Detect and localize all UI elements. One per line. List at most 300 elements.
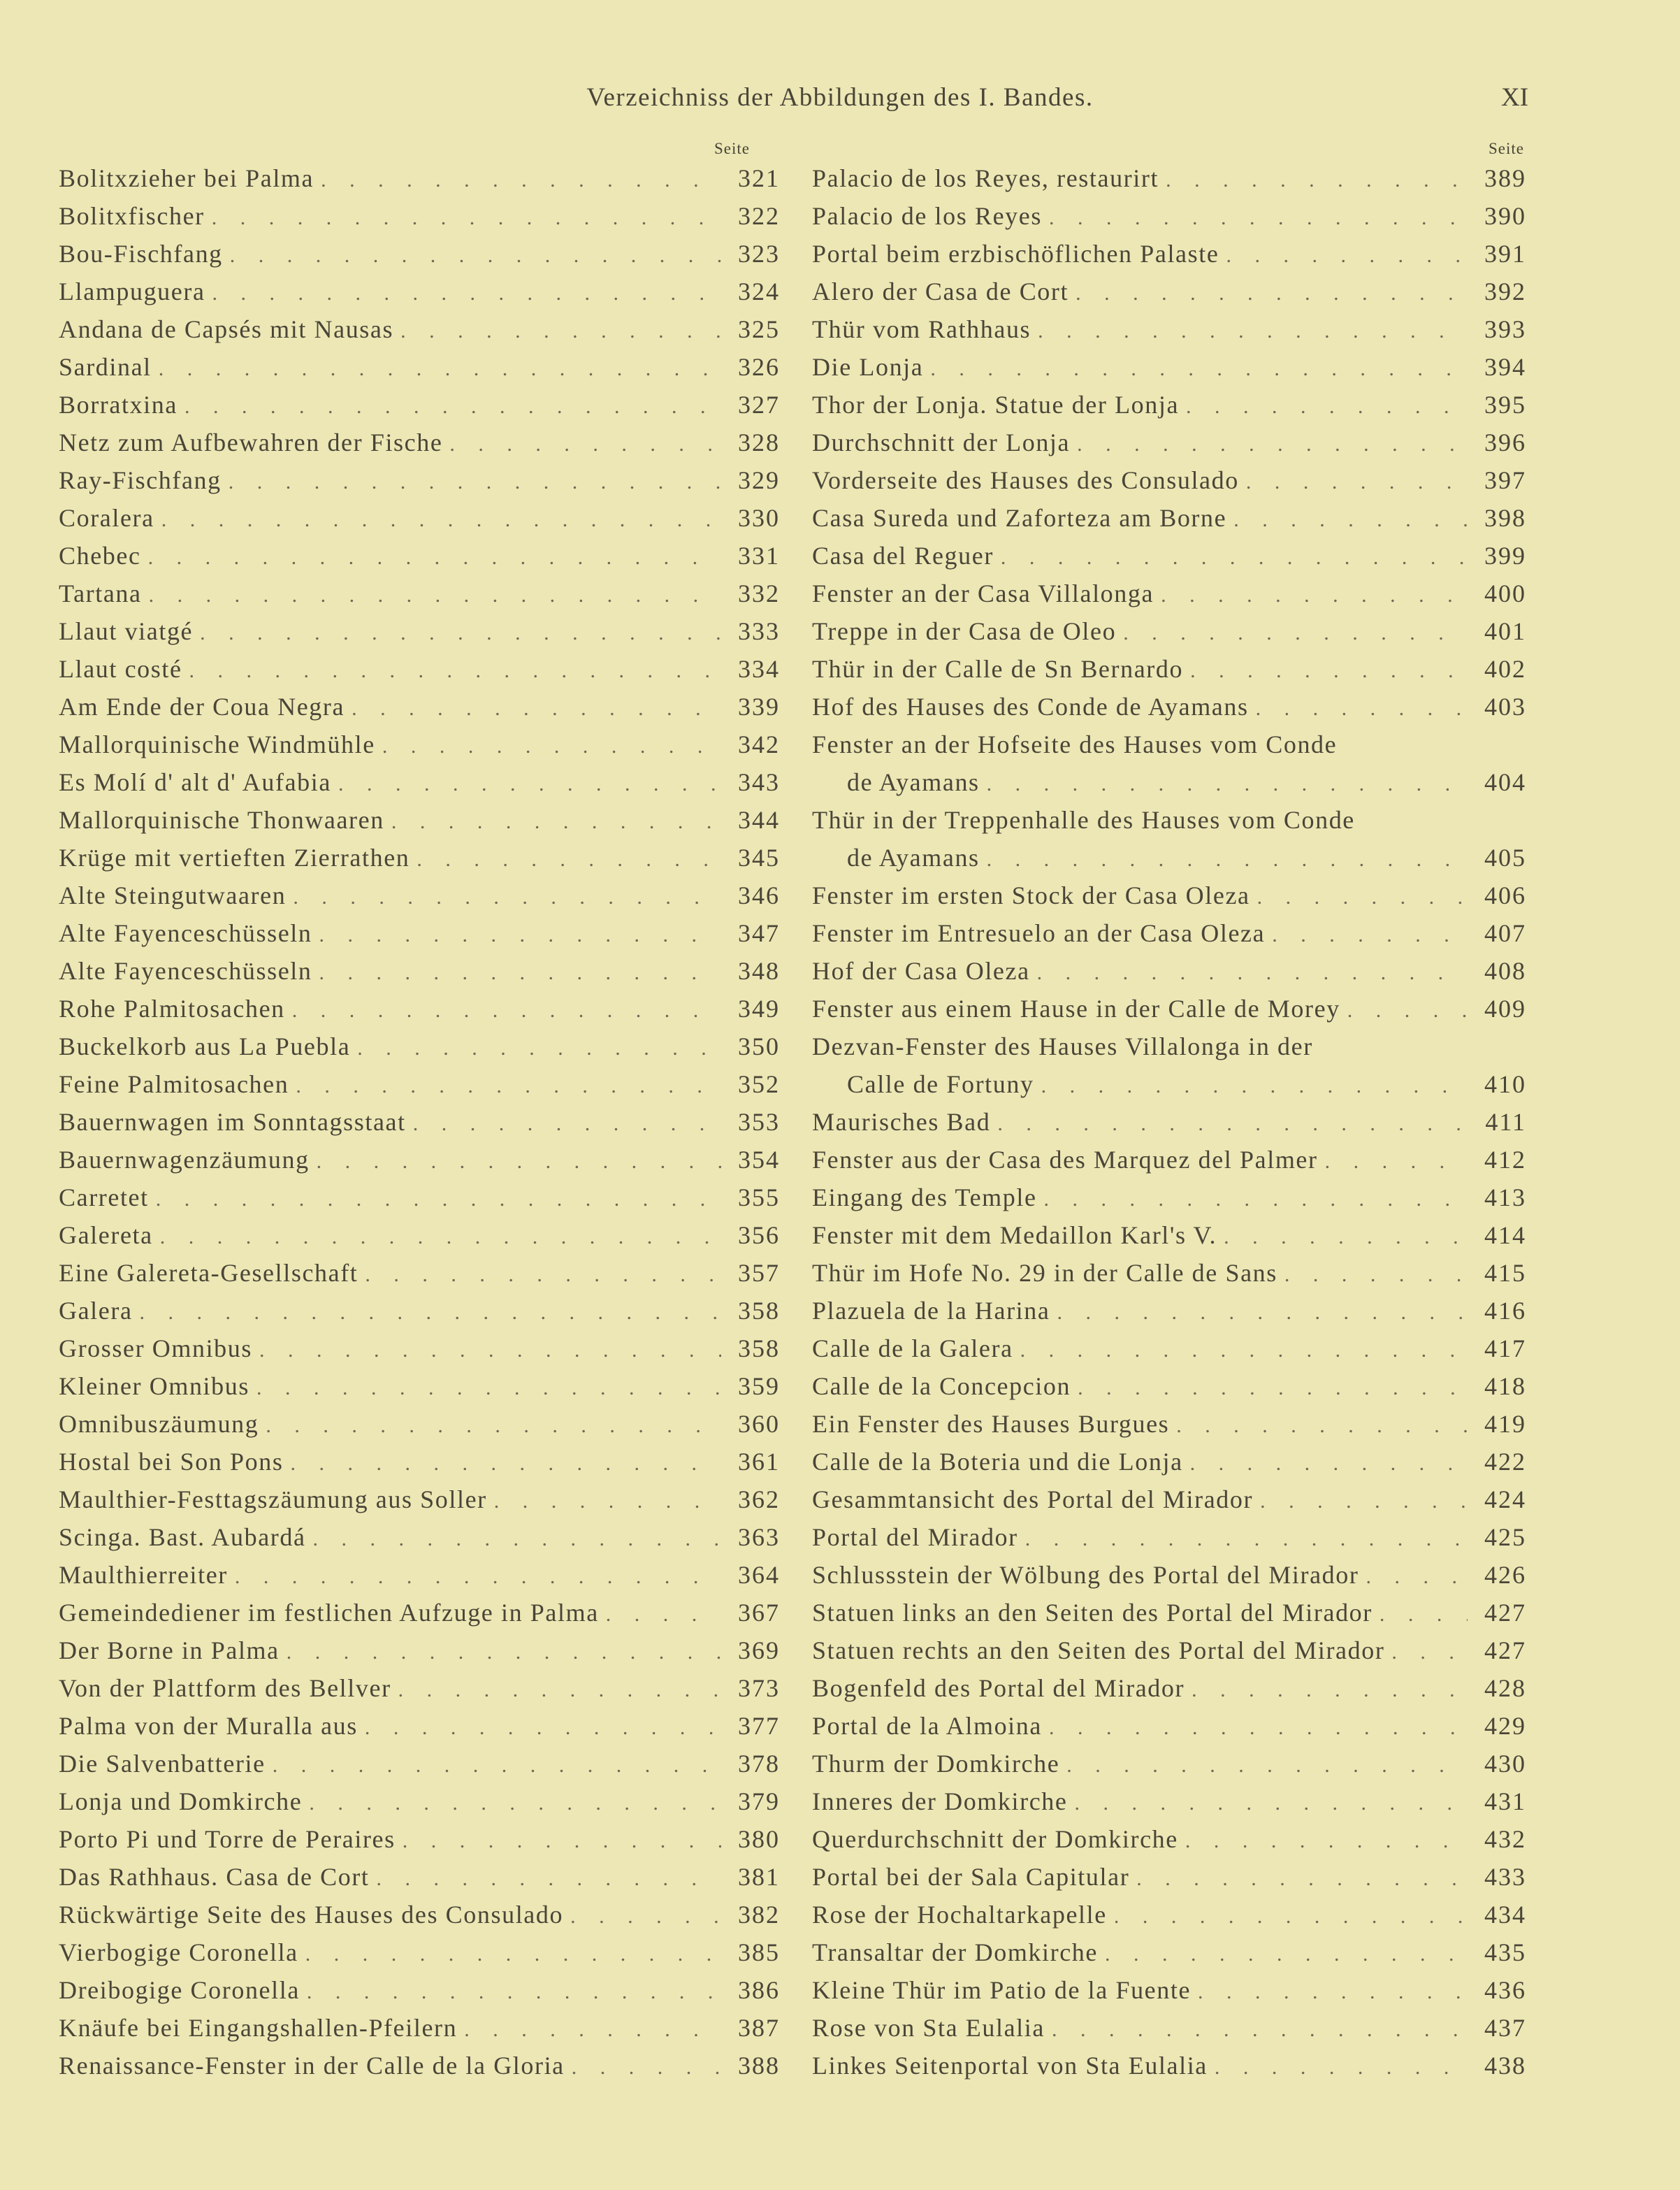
entry-page-number: 328 <box>738 428 780 456</box>
entry-page-number: 419 <box>1484 1410 1526 1438</box>
dot-leader <box>1176 1407 1468 1445</box>
index-entry <box>812 1179 1526 1216</box>
entry-page-number: 396 <box>1484 428 1526 456</box>
index-entry <box>59 990 780 1028</box>
dot-leader <box>256 1369 721 1407</box>
entry-page-number: 434 <box>1484 1901 1526 1929</box>
index-entry <box>59 197 780 235</box>
entry-title: Vierbogige Coronella <box>59 1938 298 1966</box>
entry-title: Galera <box>59 1297 133 1325</box>
index-entry <box>59 1103 780 1141</box>
entry-page-number: 364 <box>738 1561 780 1589</box>
entry-page-number: 435 <box>1484 1938 1526 1966</box>
dot-leader <box>229 463 721 501</box>
entry-page-number: 361 <box>738 1448 780 1476</box>
index-entry <box>812 499 1526 537</box>
index-entry <box>59 537 780 575</box>
dot-leader <box>148 539 721 577</box>
entry-title: Portal de la Almoina <box>812 1712 1042 1740</box>
page-number: XI <box>1501 83 1529 112</box>
entry-title: Rose der Hochaltarkapelle <box>812 1901 1107 1929</box>
entry-page-number: 425 <box>1484 1523 1526 1551</box>
dot-leader <box>1049 199 1468 237</box>
index-entry <box>59 310 780 348</box>
entry-title: Portal del Mirador <box>812 1523 1018 1551</box>
index-entry <box>59 1669 780 1707</box>
entry-title: Thurm der Domkirche <box>812 1750 1060 1778</box>
index-entry <box>812 1707 1526 1745</box>
dot-leader <box>382 728 721 765</box>
entry-title: Scinga. Bast. Aubardá <box>59 1523 306 1551</box>
entry-page-number: 334 <box>738 655 780 683</box>
dot-leader <box>403 1822 721 1860</box>
index-entry <box>812 461 1526 499</box>
entry-title: Rose von Sta Eulalia <box>812 2014 1045 2042</box>
index-entry <box>59 273 780 310</box>
dot-leader <box>313 1520 721 1558</box>
entry-page-number: 426 <box>1484 1561 1526 1589</box>
index-entry <box>812 1933 1526 1971</box>
dot-leader <box>1256 690 1468 728</box>
dot-leader <box>1198 1973 1468 2011</box>
entry-page-number: 428 <box>1484 1674 1526 1702</box>
entry-title: Dezvan-Fenster des Hauses Villalonga in der <box>812 1032 1313 1060</box>
entry-title: Llaut viatgé <box>59 617 194 645</box>
index-entry <box>812 235 1526 273</box>
index-entry <box>59 461 780 499</box>
entry-page-number: 395 <box>1484 391 1526 419</box>
entry-page-number: 381 <box>738 1863 780 1891</box>
dot-leader <box>235 1558 721 1596</box>
entry-page-number: 410 <box>1484 1070 1526 1098</box>
dot-leader <box>1366 1558 1468 1596</box>
entry-page-number: 433 <box>1484 1863 1526 1891</box>
dot-leader <box>1077 426 1468 463</box>
index-entry <box>812 1896 1526 1933</box>
index-entry <box>812 1405 1526 1443</box>
entry-title: Am Ende der Coua Negra <box>59 693 345 721</box>
index-entry <box>812 273 1526 310</box>
dot-leader <box>338 765 721 803</box>
dot-leader <box>1074 1785 1468 1822</box>
entry-title: Sardinal <box>59 353 152 381</box>
entry-title: Eingang des Temple <box>812 1183 1037 1211</box>
entry-title: Ein Fenster des Hauses Burgues <box>812 1410 1170 1438</box>
entry-page-number: 427 <box>1484 1636 1526 1664</box>
entry-page-number: 344 <box>738 806 780 834</box>
dot-leader <box>1123 614 1468 652</box>
entry-title: Calle de Fortuny <box>847 1070 1034 1098</box>
dot-leader <box>417 841 721 879</box>
index-entry <box>812 1141 1526 1179</box>
dot-leader <box>398 1671 721 1709</box>
entry-page-number: 429 <box>1484 1712 1526 1740</box>
entry-page-number: 360 <box>738 1410 780 1438</box>
index-entry <box>59 877 780 914</box>
dot-leader <box>449 426 721 463</box>
right-index-column <box>812 159 1526 2084</box>
entry-page-number: 357 <box>738 1259 780 1287</box>
index-entry <box>812 1028 1526 1065</box>
index-entry <box>812 386 1526 424</box>
entry-title: Fenster aus der Casa des Marquez del Palmer <box>812 1146 1318 1174</box>
entry-page-number: 415 <box>1484 1259 1526 1287</box>
dot-leader <box>987 765 1468 803</box>
index-entry <box>812 197 1526 235</box>
dot-leader <box>317 1143 721 1181</box>
dot-leader <box>1020 1332 1468 1369</box>
entry-page-number: 358 <box>738 1297 780 1325</box>
index-entry <box>812 2047 1526 2084</box>
entry-page-number: 379 <box>738 1787 780 1815</box>
entry-page-number: 397 <box>1484 466 1526 494</box>
entry-page-number: 367 <box>738 1599 780 1627</box>
entry-title: Alte Fayenceschüsseln <box>59 919 312 947</box>
dot-leader <box>309 1785 721 1822</box>
index-entry <box>812 1481 1526 1518</box>
entry-page-number: 392 <box>1484 278 1526 305</box>
entry-title: Plazuela de la Harina <box>812 1297 1050 1325</box>
entry-page-number: 436 <box>1484 1976 1526 2004</box>
entry-page-number: 400 <box>1484 579 1526 607</box>
entry-page-number: 413 <box>1484 1183 1526 1211</box>
index-entry <box>59 952 780 990</box>
entry-title: Schlussstein der Wölbung des Portal del Mirador <box>812 1561 1359 1589</box>
entry-page-number: 356 <box>738 1221 780 1249</box>
dot-leader <box>1233 501 1468 539</box>
index-entry <box>812 839 1526 877</box>
entry-page-number: 409 <box>1484 995 1526 1023</box>
entry-page-number: 359 <box>738 1372 780 1400</box>
entry-page-number: 402 <box>1484 655 1526 683</box>
entry-title: Chebec <box>59 542 141 570</box>
entry-page-number: 353 <box>738 1108 780 1136</box>
entry-title: Tartana <box>59 579 142 607</box>
index-entry <box>59 1782 780 1820</box>
dot-leader <box>290 1445 721 1483</box>
entry-title: Transaltar der Domkirche <box>812 1938 1098 1966</box>
dot-leader <box>1325 1143 1468 1181</box>
index-entry <box>59 763 780 801</box>
dot-leader <box>1246 463 1468 501</box>
dot-leader <box>296 1067 721 1105</box>
index-entry <box>59 499 780 537</box>
entry-page-number: 330 <box>738 504 780 532</box>
entry-title: Das Rathhaus. Casa de Cort <box>59 1863 370 1891</box>
entry-page-number: 412 <box>1484 1146 1526 1174</box>
dot-leader <box>161 501 721 539</box>
entry-page-number: 350 <box>738 1032 780 1060</box>
index-entry <box>812 159 1526 197</box>
dot-leader <box>391 803 721 841</box>
entry-page-number: 414 <box>1484 1221 1526 1249</box>
entry-title: Andana de Capsés mit Nausas <box>59 315 394 343</box>
index-entry <box>812 424 1526 461</box>
entry-page-number: 432 <box>1484 1825 1526 1853</box>
dot-leader <box>572 2049 721 2087</box>
entry-title: Statuen links an den Seiten des Portal del Mirador <box>812 1599 1373 1627</box>
index-entry <box>59 1933 780 1971</box>
entry-title: Portal beim erzbischöflichen Palaste <box>812 240 1219 268</box>
dot-leader <box>1380 1596 1468 1634</box>
dot-leader <box>352 690 721 728</box>
entry-title: Maulthier-Festtagszäumung aus Soller <box>59 1485 487 1513</box>
dot-leader <box>140 1294 721 1332</box>
dot-leader <box>230 237 721 275</box>
entry-title: Bolitxzieher bei Palma <box>59 164 314 192</box>
dot-leader <box>357 1030 721 1067</box>
dot-leader <box>987 841 1468 879</box>
entry-page-number: 326 <box>738 353 780 381</box>
index-entry <box>812 763 1526 801</box>
entry-page-number: 403 <box>1484 693 1526 721</box>
index-entry <box>59 1745 780 1782</box>
index-entry <box>59 839 780 877</box>
entry-page-number: 347 <box>738 919 780 947</box>
index-entry <box>59 1405 780 1443</box>
entry-title: Durchschnitt der Lonja <box>812 428 1071 456</box>
index-entry <box>59 1631 780 1669</box>
entry-title: Fenster aus einem Hause in der Calle de Morey <box>812 995 1340 1023</box>
entry-page-number: 352 <box>738 1070 780 1098</box>
entry-page-number: 378 <box>738 1750 780 1778</box>
entry-page-number: 417 <box>1484 1334 1526 1362</box>
index-entry <box>59 348 780 386</box>
dot-leader <box>1391 1634 1468 1671</box>
dot-leader <box>319 954 721 992</box>
entry-title: Ray-Fischfang <box>59 466 222 494</box>
index-entry <box>59 2009 780 2047</box>
index-entry <box>59 1481 780 1518</box>
entry-title: Hof der Casa Oleza <box>812 957 1030 985</box>
entry-title: Gemeindediener im festlichen Aufzuge in Palma <box>59 1599 599 1627</box>
dot-leader <box>1215 2049 1468 2087</box>
index-entry <box>812 1745 1526 1782</box>
dot-leader <box>1161 577 1468 614</box>
index-entry <box>59 1858 780 1896</box>
entry-title: Alero der Casa de Cort <box>812 278 1069 305</box>
dot-leader <box>212 275 721 312</box>
index-entry <box>812 612 1526 650</box>
dot-leader <box>1260 1483 1468 1520</box>
entry-title: Knäufe bei Eingangshallen-Pfeilern <box>59 2014 458 2042</box>
entry-title: Krüge mit vertieften Zierrathen <box>59 844 410 872</box>
entry-title: Fenster im Entresuelo an der Casa Oleza <box>812 919 1266 947</box>
dot-leader <box>321 161 721 199</box>
entry-title: Fenster mit dem Medaillon Karl's V. <box>812 1221 1217 1249</box>
entry-title: Von der Plattform des Bellver <box>59 1674 391 1702</box>
index-entry <box>59 1028 780 1065</box>
entry-page-number: 342 <box>738 730 780 758</box>
index-entry <box>812 348 1526 386</box>
entry-page-number: 343 <box>738 768 780 796</box>
index-entry <box>59 1971 780 2009</box>
entry-page-number: 389 <box>1484 164 1526 192</box>
entry-page-number: 418 <box>1484 1372 1526 1400</box>
entry-page-number: 354 <box>738 1146 780 1174</box>
index-entry <box>812 1065 1526 1103</box>
dot-leader <box>159 350 721 388</box>
entry-title: de Ayamans <box>847 768 980 796</box>
entry-page-number: 406 <box>1484 881 1526 909</box>
entry-page-number: 404 <box>1484 768 1526 796</box>
entry-title: Calle de la Concepcion <box>812 1372 1071 1400</box>
entry-page-number: 405 <box>1484 844 1526 872</box>
index-entry <box>59 1179 780 1216</box>
index-entry <box>812 952 1526 990</box>
index-entry <box>59 1896 780 1933</box>
entry-page-number: 437 <box>1484 2014 1526 2042</box>
dot-leader <box>273 1747 721 1785</box>
dot-leader <box>494 1483 721 1520</box>
dot-leader <box>1025 1520 1468 1558</box>
dot-leader <box>377 1860 721 1898</box>
dot-leader <box>1166 161 1468 199</box>
entry-title: Lonja und Domkirche <box>59 1787 303 1815</box>
entry-page-number: 373 <box>738 1674 780 1702</box>
entry-title: Coralera <box>59 504 154 532</box>
index-entry <box>812 1292 1526 1330</box>
entry-page-number: 431 <box>1484 1787 1526 1815</box>
index-entry <box>59 612 780 650</box>
entry-title: Netz zum Aufbewahren der Fische <box>59 428 443 456</box>
index-entry <box>59 386 780 424</box>
dot-leader <box>1224 1218 1468 1256</box>
dot-leader <box>1186 388 1468 426</box>
dot-leader <box>1049 1709 1468 1747</box>
entry-title: Alte Steingutwaaren <box>59 881 287 909</box>
entry-title: Galereta <box>59 1221 153 1249</box>
entry-title: Alte Fayenceschüsseln <box>59 957 312 985</box>
dot-leader <box>1037 954 1468 992</box>
dot-leader <box>293 879 721 916</box>
entry-page-number: 401 <box>1484 617 1526 645</box>
entry-page-number: 369 <box>738 1636 780 1664</box>
entry-title: Hof des Hauses des Conde de Ayamans <box>812 693 1249 721</box>
index-entry <box>59 1216 780 1254</box>
entry-page-number: 382 <box>738 1901 780 1929</box>
dot-leader <box>189 652 721 690</box>
index-entry <box>812 1254 1526 1292</box>
index-entry <box>59 1556 780 1594</box>
entry-title: Carretet <box>59 1183 149 1211</box>
entry-page-number: 355 <box>738 1183 780 1211</box>
entry-page-number: 363 <box>738 1523 780 1551</box>
entry-title: Omnibuszäumung <box>59 1410 259 1438</box>
index-entry <box>812 1631 1526 1669</box>
entry-page-number: 345 <box>738 844 780 872</box>
entry-page-number: 430 <box>1484 1750 1526 1778</box>
left-index-column <box>59 159 780 2084</box>
dot-leader <box>1190 652 1468 690</box>
entry-title: Fenster im ersten Stock der Casa Oleza <box>812 881 1250 909</box>
index-entry <box>812 1556 1526 1594</box>
entry-title: Buckelkorb aus La Puebla <box>59 1032 351 1060</box>
index-entry <box>812 310 1526 348</box>
entry-title: Rohe Palmitosachen <box>59 995 285 1023</box>
index-entry <box>59 2047 780 2084</box>
entry-page-number: 380 <box>738 1825 780 1853</box>
entry-title: Thür in der Treppenhalle des Hauses vom Conde <box>812 806 1355 834</box>
index-entry <box>812 650 1526 688</box>
index-entry <box>812 1858 1526 1896</box>
entry-title: Eine Galereta-Gesellschaft <box>59 1259 359 1287</box>
entry-title: Bogenfeld des Portal del Mirador <box>812 1674 1185 1702</box>
entry-page-number: 324 <box>738 278 780 305</box>
index-entry <box>59 1594 780 1631</box>
entry-title: Vorderseite des Hauses des Consulado <box>812 466 1239 494</box>
entry-page-number: 411 <box>1485 1108 1526 1136</box>
dot-leader <box>1041 1067 1468 1105</box>
dot-leader <box>149 577 721 614</box>
entry-title: Thür im Hofe No. 29 in der Calle de Sans <box>812 1259 1277 1287</box>
entry-title: Borratxina <box>59 391 178 419</box>
dot-leader <box>1284 1256 1468 1294</box>
seite-label-right: Seite <box>1489 140 1524 157</box>
entry-page-number: 349 <box>738 995 780 1023</box>
entry-page-number: 422 <box>1484 1448 1526 1476</box>
entry-title: Porto Pi und Torre de Peraires <box>59 1825 396 1853</box>
index-entry <box>812 801 1526 839</box>
entry-page-number: 346 <box>738 881 780 909</box>
dot-leader <box>1078 1369 1468 1407</box>
dot-leader <box>1114 1898 1468 1936</box>
entry-title: Bolitxfischer <box>59 202 205 230</box>
entry-title: Palacio de los Reyes, restaurirt <box>812 164 1159 192</box>
index-entry <box>812 537 1526 575</box>
dot-leader <box>1066 1747 1468 1785</box>
dot-leader <box>464 2011 721 2049</box>
index-entry <box>812 726 1526 763</box>
dot-leader <box>259 1332 721 1369</box>
entry-title: Portal bei der Sala Capitular <box>812 1863 1130 1891</box>
index-entry <box>59 1330 780 1367</box>
dot-leader <box>1226 237 1468 275</box>
entry-title: Bauernwagen im Sonntagsstaat <box>59 1108 406 1136</box>
dot-leader <box>1001 539 1468 577</box>
entry-title: Bauernwagenzäumung <box>59 1146 310 1174</box>
dot-leader <box>1136 1860 1468 1898</box>
dot-leader <box>1272 916 1468 954</box>
entry-title: Grosser Omnibus <box>59 1334 252 1362</box>
entry-title: Calle de la Galera <box>812 1334 1013 1362</box>
entry-title: Rückwärtige Seite des Hauses des Consulado <box>59 1901 564 1929</box>
index-entry <box>59 1254 780 1292</box>
index-entry <box>812 1103 1526 1141</box>
dot-leader <box>1057 1294 1468 1332</box>
index-entry <box>59 688 780 726</box>
index-entry <box>812 1367 1526 1405</box>
index-entry <box>812 1216 1526 1254</box>
index-entry <box>59 801 780 839</box>
dot-leader <box>365 1709 721 1747</box>
entry-page-number: 393 <box>1484 315 1526 343</box>
index-entry <box>812 1443 1526 1481</box>
entry-title: Der Borne in Palma <box>59 1636 280 1664</box>
entry-title: Inneres der Domkirche <box>812 1787 1068 1815</box>
entry-page-number: 385 <box>738 1938 780 1966</box>
dot-leader <box>1192 1671 1468 1709</box>
entry-page-number: 438 <box>1484 2052 1526 2080</box>
entry-title: Hostal bei Son Pons <box>59 1448 284 1476</box>
entry-title: Kleiner Omnibus <box>59 1372 249 1400</box>
entry-title: Mallorquinische Thonwaaren <box>59 806 384 834</box>
entry-page-number: 407 <box>1484 919 1526 947</box>
entry-title: Gesammtansicht des Portal del Mirador <box>812 1485 1254 1513</box>
dot-leader <box>606 1596 721 1634</box>
dot-leader <box>1044 1181 1468 1218</box>
entry-title: Maurisches Bad <box>812 1108 991 1136</box>
